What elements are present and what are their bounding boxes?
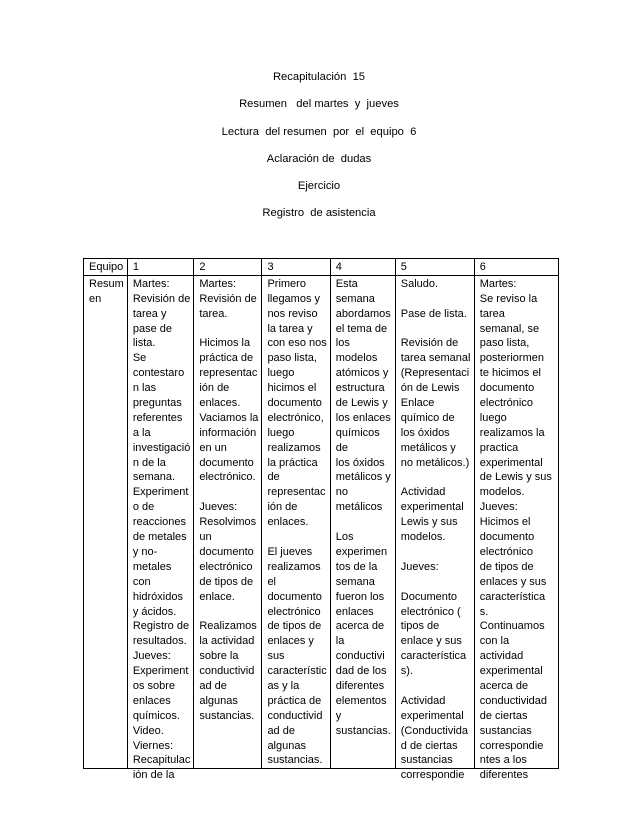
summary-text-line: Martes: — [479, 277, 517, 290]
summary-text-line: Documento — [400, 590, 458, 603]
summary-text-line: conductivid — [199, 665, 255, 678]
summary-text-line: documento — [267, 397, 322, 410]
summary-text-line: los enlaces — [335, 411, 391, 424]
summary-text-line: experimental — [479, 665, 543, 678]
summary-text-line: nos reviso — [267, 307, 318, 320]
summary-text-line: Jueves: — [132, 650, 171, 663]
summary-text-line: electrónico. — [199, 471, 256, 484]
summary-text-line: documento — [199, 456, 254, 469]
summary-text-line: los — [335, 337, 350, 350]
summary-text-line: Los — [335, 531, 354, 544]
summary-text-line: practica — [479, 441, 519, 454]
row-label-line: en — [89, 292, 102, 305]
summary-text-line: los óxidos — [335, 456, 385, 469]
summary-text-line: enlaces. — [199, 397, 241, 410]
summary-text-line: Se — [132, 352, 147, 365]
header-agenda-item: Aclaración de dudas — [266, 152, 372, 165]
summary-text-line: Actividad — [400, 694, 446, 707]
summary-text-line: dad de los — [335, 665, 387, 678]
summary-text-line: sustancias. — [335, 724, 391, 737]
summary-text-line: ón de Lewis — [400, 382, 460, 395]
summary-text-line: Enlace — [400, 397, 435, 410]
table-header-row — [84, 259, 559, 276]
summary-text-line: con eso nos — [267, 337, 327, 350]
summary-text-line: experimental — [479, 456, 543, 469]
summary-text-line: no — [335, 486, 349, 499]
summary-text-line: la — [335, 635, 345, 648]
summary-text-line: y ácidos. — [132, 605, 177, 618]
summary-text-line: enlace. — [199, 590, 235, 603]
summary-text-line: modelos. — [400, 531, 446, 544]
summary-text-line: químico de — [400, 411, 455, 424]
summary-text-line: los óxidos — [400, 426, 450, 439]
summary-text-line: fueron los — [335, 590, 385, 603]
summary-text-line: enlaces — [335, 605, 374, 618]
summary-text-line: no metálicos.) — [400, 456, 470, 469]
summary-text-line: paso lista, — [479, 337, 530, 350]
summary-text-line: y no- — [132, 545, 158, 558]
summary-text-line — [401, 322, 471, 337]
summary-text-line: de ciertas — [479, 709, 528, 722]
summary-text-line: experimen — [335, 545, 388, 558]
summary-text-line: El jueves — [267, 545, 313, 558]
summary-text-line: Lewis y sus — [400, 516, 458, 529]
summary-text-line: tarea. — [199, 307, 228, 320]
summary-text-line: electrónico — [479, 397, 533, 410]
summary-text-line: llegamos y — [267, 292, 321, 305]
summary-text-line: electrónico, — [267, 411, 324, 424]
summary-text-line: s. — [479, 605, 489, 618]
summary-text-line: enlaces y sus — [479, 575, 547, 588]
summary-text-line: acerca de — [335, 620, 385, 633]
summary-text-line: ad de — [267, 724, 295, 737]
summary-text-line: ión de — [267, 501, 298, 514]
summary-text-line: Martes: — [199, 277, 237, 290]
summary-text-line: conductivi — [335, 650, 385, 663]
summary-text-line: posteriormen — [479, 352, 544, 365]
summary-text-line: con — [132, 575, 151, 588]
summary-text-line: característica — [400, 650, 467, 663]
summary-text-line: (Representaci — [400, 367, 470, 380]
summary-cell-team-2 — [194, 275, 262, 768]
summary-cell-team-1 — [127, 275, 193, 782]
summary-text-line — [199, 322, 258, 337]
summary-cell-team-5 — [395, 275, 474, 782]
summary-text-line: ión de la — [132, 769, 175, 782]
header-cell-team-1: 1 — [127, 259, 193, 276]
summary-text-line: de tipos de — [479, 560, 534, 573]
summary-table — [83, 258, 559, 782]
summary-text-line: Revisión de — [199, 292, 257, 305]
summary-text-line: investigació — [132, 441, 191, 454]
summary-text-line: tos de la — [335, 560, 378, 573]
summary-text-line: sustancias — [479, 724, 532, 737]
summary-text-line: hicimos el — [267, 382, 317, 395]
summary-text-line: actividad — [479, 650, 524, 663]
summary-text-line: de — [267, 471, 280, 484]
summary-text-line: característic — [267, 665, 327, 678]
summary-text-line — [199, 485, 258, 500]
summary-text-line: Esta — [335, 277, 358, 290]
summary-text-line: modelos — [335, 352, 378, 365]
summary-text-line — [199, 605, 258, 620]
summary-text-line: el — [267, 575, 276, 588]
summary-text-line: Video. — [132, 724, 164, 737]
header-cell-team-3: 3 — [262, 259, 330, 276]
header-agenda-item: Resumen del martes y jueves — [239, 98, 399, 111]
summary-text-line — [401, 679, 471, 694]
summary-text-line: enlaces y — [267, 635, 314, 648]
summary-text-line: semanal, se — [479, 322, 540, 335]
summary-text-line: sus — [267, 650, 285, 663]
summary-text-line: enlaces. — [267, 516, 309, 529]
summary-cell-team-6 — [474, 275, 558, 782]
summary-text-line: correspondie — [400, 769, 465, 782]
summary-text-line: metálicos y — [335, 471, 391, 484]
summary-text-line: sustancias. — [199, 709, 255, 722]
summary-text-line — [401, 545, 471, 560]
summary-text-line: Revisión de — [400, 337, 459, 350]
summary-text-line: contestaro — [132, 367, 185, 380]
summary-text-line: semana — [335, 292, 375, 305]
summary-text-line — [401, 575, 471, 590]
header-agenda-item: Registro de asistencia — [262, 207, 376, 220]
summary-text-line: luego — [479, 411, 507, 424]
header-title: Recapitulación 15 — [272, 71, 366, 83]
summary-text-line: de — [335, 441, 349, 454]
summary-text-line: el tema de — [335, 322, 388, 335]
summary-text-line: experimental — [400, 709, 464, 722]
summary-text-line: ad de — [199, 679, 227, 692]
summary-text-line: os sobre — [132, 679, 176, 692]
summary-text-line: Recapitulac — [132, 754, 191, 767]
summary-text-line: algunas — [267, 739, 306, 752]
summary-text-line: realizamos — [267, 441, 321, 454]
summary-text-line: Experiment — [132, 486, 189, 499]
summary-text-line: Martes: — [132, 277, 170, 290]
summary-text-line: luego — [267, 367, 295, 380]
summary-text-line: característica — [479, 590, 546, 603]
summary-text-line — [401, 470, 471, 485]
summary-text-line: conductividad — [479, 694, 548, 707]
summary-text-line: Resolvimos — [199, 516, 257, 529]
summary-text-line: de metales — [132, 531, 187, 544]
summary-text-line: enlaces — [132, 694, 171, 707]
summary-text-line: as y la — [267, 679, 300, 692]
header-agenda-item: Ejercicio — [297, 180, 341, 193]
summary-text-line: práctica de — [199, 352, 254, 365]
summary-text-line: de tipos de — [267, 620, 322, 633]
header-cell-team-4: 4 — [330, 259, 395, 276]
summary-text-line: estructura — [335, 382, 385, 395]
summary-text-line: sobre la — [199, 650, 239, 663]
summary-cell-team-3 — [262, 275, 330, 768]
summary-text-line: Jueves: — [479, 501, 518, 514]
summary-text-line: tarea y — [132, 307, 167, 320]
summary-text-line: tarea semanal — [400, 352, 471, 365]
summary-text-line: Saludo. — [400, 277, 439, 290]
header-agenda-item: Lectura del resumen por el equipo 6 — [221, 125, 417, 138]
summary-text-line: práctica de — [267, 694, 322, 707]
summary-text-line: n las — [132, 382, 157, 395]
summary-text-line — [267, 530, 326, 545]
summary-text-line: n de la — [132, 456, 166, 469]
summary-text-line: electrónico — [267, 605, 321, 618]
summary-text-line: Revisión de — [132, 292, 191, 305]
summary-text-line: tipos de — [400, 620, 440, 633]
summary-text-line: algunas — [199, 694, 238, 707]
summary-text-line: realizamos la — [479, 426, 545, 439]
summary-text-line: documento — [479, 531, 535, 544]
summary-text-line — [401, 292, 471, 307]
summary-text-line: enlace y sus — [400, 635, 462, 648]
summary-text-line: metálicos y — [400, 441, 456, 454]
summary-text-line: en un — [199, 441, 227, 454]
summary-text-line: semana. — [132, 471, 176, 484]
summary-text-line: tarea — [479, 307, 505, 320]
summary-text-line: Hicimos la — [199, 337, 251, 350]
summary-text-line: representac — [267, 486, 326, 499]
summary-text-line: elementos — [335, 694, 387, 707]
table-row-resumen — [84, 275, 559, 768]
summary-text-line: abordamos — [335, 307, 391, 320]
summary-text-line: d de ciertas — [400, 739, 458, 752]
document-header — [0, 70, 638, 234]
summary-text-line: (Conductivida — [400, 724, 469, 737]
summary-text-line: Viernes: — [132, 739, 173, 752]
summary-text-line: Actividad — [400, 486, 446, 499]
summary-text-line — [336, 515, 392, 530]
summary-text-line: correspondie — [479, 739, 544, 752]
header-cell-team-5: 5 — [395, 259, 474, 276]
header-cell-team-2: 2 — [194, 259, 262, 276]
summary-text-line: de Lewis y sus — [479, 471, 552, 484]
summary-cell-team-4 — [330, 275, 395, 768]
summary-text-line: metálicos — [335, 501, 383, 514]
summary-text-line: Jueves: — [199, 501, 238, 514]
row-label-line: Resum — [89, 277, 124, 290]
summary-text-line: electrónico — [199, 560, 253, 573]
header-cell-equipo: Equipo — [84, 259, 128, 276]
summary-text-line: la actividad — [199, 635, 255, 648]
summary-text-line: con la — [479, 635, 510, 648]
summary-text-line: documento — [199, 545, 254, 558]
summary-text-line: Jueves: — [400, 560, 439, 573]
summary-text-line: resultados. — [132, 635, 187, 648]
summary-text-line: ión de — [199, 382, 230, 395]
summary-text-line: conductivid — [267, 709, 323, 722]
summary-text-line: la tarea y — [267, 322, 313, 335]
summary-text-line: lista. — [132, 337, 156, 350]
summary-text-line: experimental — [400, 501, 464, 514]
summary-text-line: modelos. — [479, 486, 525, 499]
summary-text-line: diferentes — [479, 769, 529, 782]
summary-text-line: pase de — [132, 322, 172, 335]
summary-text-line: preguntas — [132, 397, 182, 410]
summary-text-line: o de — [132, 501, 155, 514]
summary-text-line: reacciones — [132, 516, 187, 529]
summary-text-line: Realizamos — [199, 620, 257, 633]
summary-text-line: Se reviso la — [479, 292, 538, 305]
row-label-cell — [84, 275, 128, 768]
summary-text-line: s). — [400, 665, 413, 678]
summary-text-line: electrónico ( — [400, 605, 461, 618]
summary-text-line: Pase de lista. — [400, 307, 467, 320]
summary-text-line: electrónico — [479, 545, 533, 558]
summary-text-line: luego — [267, 426, 295, 439]
summary-text-line: documento — [479, 382, 535, 395]
summary-text-line: paso lista, — [267, 352, 317, 365]
summary-text-line: hidróxidos — [132, 590, 183, 603]
summary-text-line: Continuamos — [479, 620, 545, 633]
summary-text-line: metales — [132, 560, 172, 573]
summary-text-line: sustancias. — [267, 754, 323, 767]
summary-text-line: Registro de — [132, 620, 190, 633]
header-cell-team-6: 6 — [474, 259, 558, 276]
summary-text-line: información — [199, 426, 257, 439]
summary-text-line: realizamos — [267, 560, 321, 573]
summary-text-line: químicos — [335, 426, 380, 439]
summary-text-line: sustancias — [400, 754, 453, 767]
summary-text-line: y — [335, 709, 342, 722]
summary-text-line: Hicimos el — [479, 516, 531, 529]
summary-text-line: atómicos y — [335, 367, 389, 380]
summary-text-line: diferentes — [335, 679, 385, 692]
summary-text-line: químicos. — [132, 709, 180, 722]
summary-text-line: de tipos de — [199, 575, 254, 588]
summary-text-line: de Lewis y — [335, 397, 388, 410]
summary-text-line: Primero — [267, 277, 306, 290]
summary-text-line: documento — [267, 590, 322, 603]
summary-text-line: la práctica — [267, 456, 318, 469]
summary-text-line: acerca de — [479, 679, 529, 692]
summary-text-line: semana — [335, 575, 375, 588]
summary-text-line: ntes a los — [479, 754, 527, 767]
summary-text-line: a la — [132, 426, 151, 439]
summary-text-line: referentes — [132, 411, 183, 424]
summary-text-line: Experiment — [132, 665, 189, 678]
summary-text-line: te hicimos el — [479, 367, 541, 380]
summary-text-line: representac — [199, 367, 258, 380]
summary-text-line: Vaciamos la — [199, 411, 259, 424]
summary-text-line: un — [199, 531, 212, 544]
